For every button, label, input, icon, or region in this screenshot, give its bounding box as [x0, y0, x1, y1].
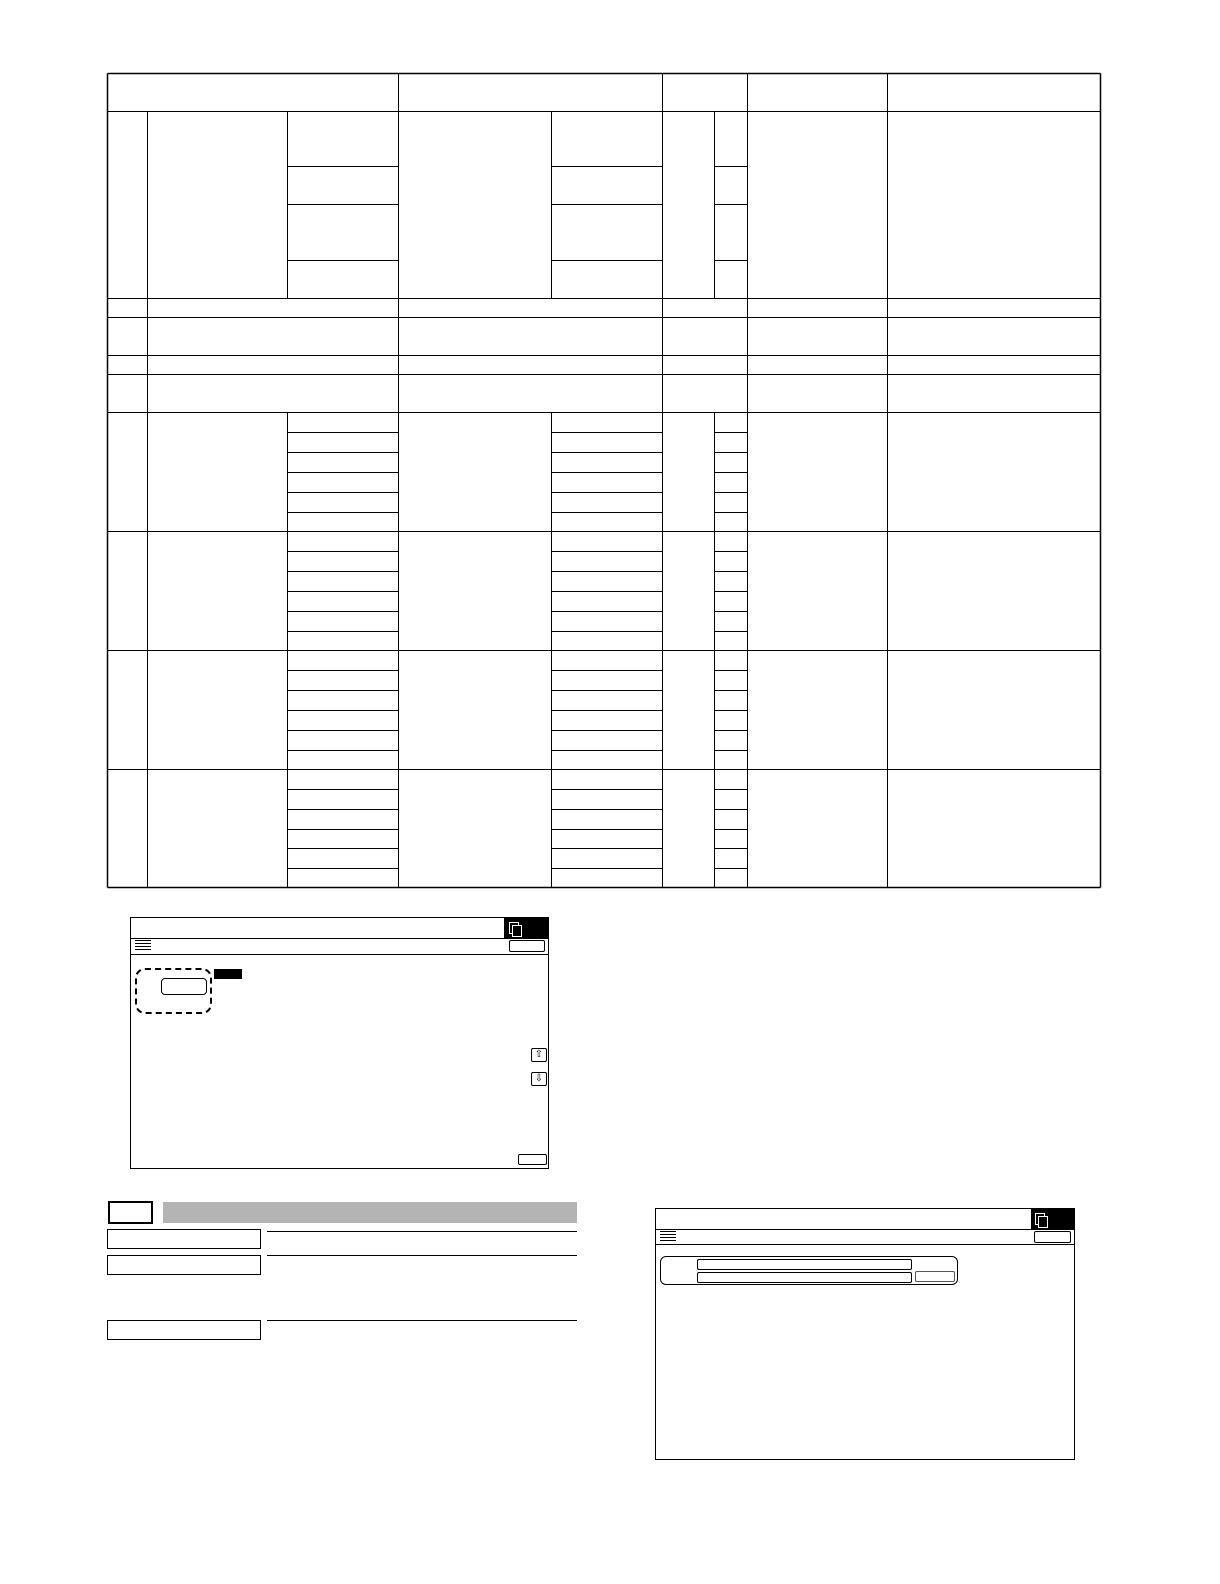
header-divider [131, 954, 548, 955]
scroll-up-button[interactable] [531, 1048, 547, 1062]
highlight-dashed-region [135, 968, 212, 1014]
menu-icon[interactable] [660, 1231, 676, 1243]
description-rule-3 [267, 1320, 577, 1321]
section-label-3 [107, 1320, 261, 1340]
selected-tag [214, 969, 242, 979]
header-button[interactable] [1034, 1231, 1071, 1243]
input-group [660, 1256, 958, 1285]
section-label-2 [107, 1255, 261, 1275]
header-divider [656, 1244, 1074, 1245]
title-divider [131, 938, 548, 939]
screen-mockup-1 [130, 917, 549, 1169]
menu-icon[interactable] [135, 940, 151, 952]
copy-mode-icon [504, 918, 548, 938]
section-title-bar [163, 1202, 577, 1223]
input-field-2[interactable] [697, 1272, 912, 1283]
section-label-1 [107, 1229, 261, 1249]
side-button[interactable] [915, 1271, 955, 1282]
screen-title-bar [131, 918, 548, 938]
title-divider [656, 1229, 1074, 1230]
description-rule-1 [267, 1231, 577, 1232]
screen-mockup-2 [655, 1208, 1075, 1460]
input-field-1[interactable] [697, 1259, 912, 1270]
arrow-down-icon: ⇩ [534, 1073, 544, 1084]
copy-mode-icon [1031, 1209, 1074, 1229]
scroll-down-button[interactable] [531, 1072, 547, 1086]
ok-button[interactable] [518, 1154, 547, 1165]
description-rule-2 [267, 1255, 577, 1256]
arrow-up-icon: ⇧ [534, 1049, 544, 1060]
setting-value-field[interactable] [161, 978, 207, 995]
screen-title-bar [656, 1209, 1074, 1229]
header-button[interactable] [509, 940, 545, 952]
section-code-box [108, 1201, 153, 1224]
